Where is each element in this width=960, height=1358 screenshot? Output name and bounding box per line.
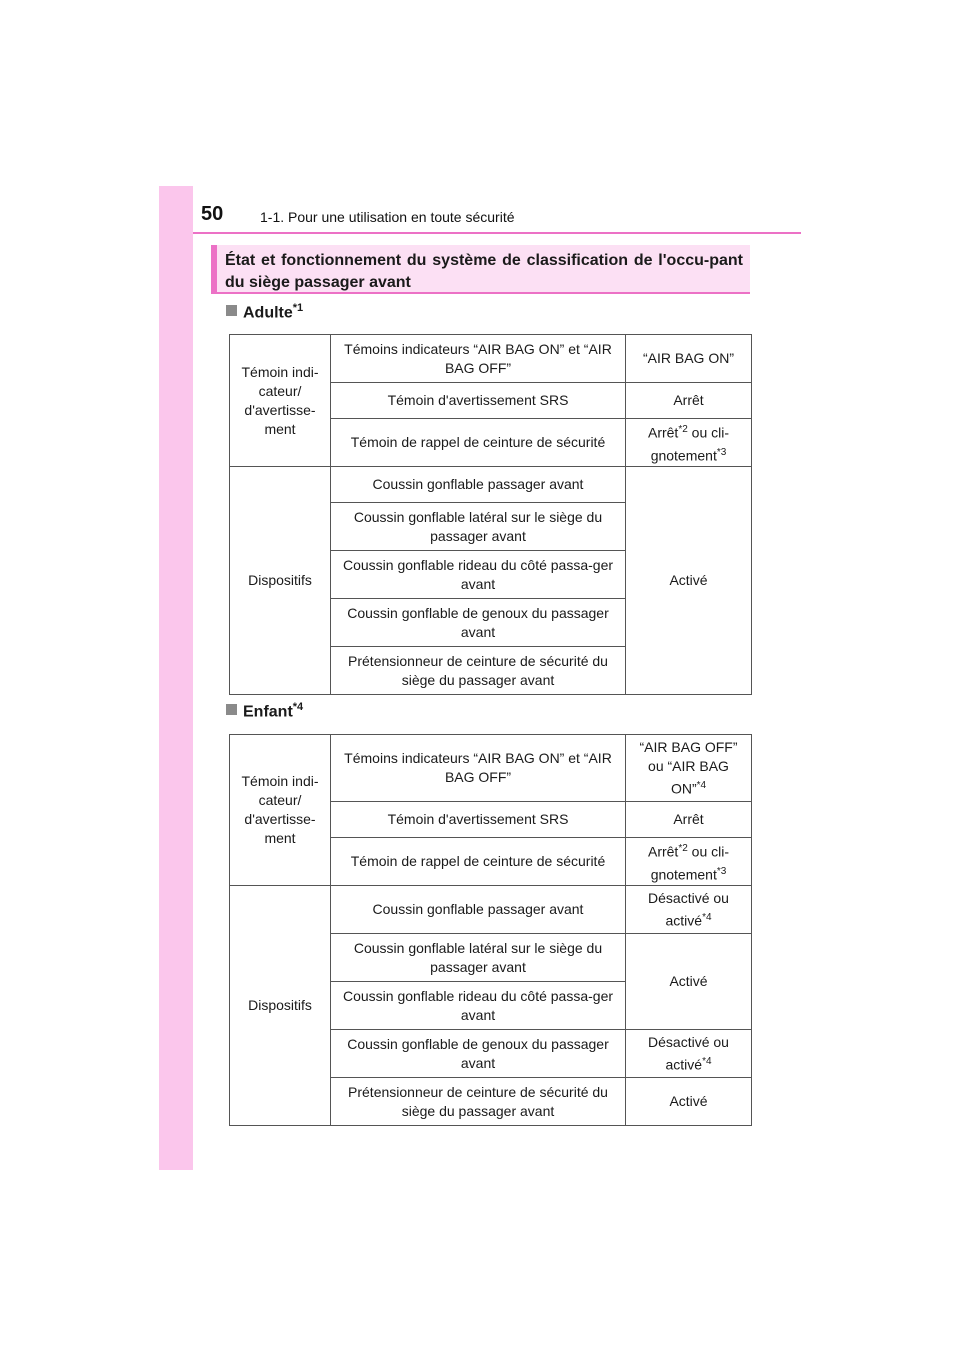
chapter-title: 1-1. Pour une utilisation en toute sécurité bbox=[260, 209, 515, 225]
table-row bbox=[230, 886, 752, 934]
table-cell: Coussin gonflable rideau du côté passa-ger avant bbox=[331, 982, 626, 1030]
table-cell: Témoin de rappel de ceinture de sécurité bbox=[331, 419, 626, 467]
table-cell: Arrêt bbox=[626, 802, 752, 838]
table-cell: Désactivé ou activé$^{*4}$ bbox=[626, 1030, 752, 1078]
table-cell: “AIR BAG OFF” ou “AIR BAG ON”$^{*4}$ bbox=[626, 735, 752, 802]
table-cell: Prétensionneur de ceinture de sécurité du siège du passager avant bbox=[331, 647, 626, 695]
table-cell: Témoin de rappel de ceinture de sécurité bbox=[331, 838, 626, 886]
table-cell: Témoins indicateurs “AIR BAG ON” et “AIR BAG OFF” bbox=[331, 335, 626, 383]
table-cell: “AIR BAG ON” bbox=[626, 335, 752, 383]
table-row bbox=[230, 335, 752, 383]
table-cell: Prétensionneur de ceinture de sécurité du siège du passager avant bbox=[331, 1078, 626, 1126]
table-cell: Coussin gonflable latéral sur le siège du passager avant bbox=[331, 934, 626, 982]
table-cell: Coussin gonflable rideau du côté passa-ger avant bbox=[331, 551, 626, 599]
table-cell: Désactivé ou activé$^{*4}$ bbox=[626, 886, 752, 934]
devices-label-cell: Dispositifs bbox=[230, 467, 331, 695]
table-cell: Coussin gonflable de genoux du passager avant bbox=[331, 599, 626, 647]
section-accent-bar bbox=[211, 245, 217, 292]
devices-label-cell: Dispositifs bbox=[230, 886, 331, 1126]
table-cell: Arrêt$^{*2}$ ou cli-gnotement$^{*3}$ bbox=[626, 838, 752, 886]
square-bullet-icon bbox=[226, 305, 237, 316]
table-cell: Témoin d'avertissement SRS bbox=[331, 383, 626, 419]
table-cell: Activé bbox=[626, 934, 752, 1030]
table-cell: Témoin d'avertissement SRS bbox=[331, 802, 626, 838]
square-bullet-icon bbox=[226, 704, 237, 715]
section-title: État et fonctionnement du système de classification de l'occu-pant du siège passager avant bbox=[225, 252, 743, 291]
table-cell: Coussin gonflable latéral sur le siège du passager avant bbox=[331, 503, 626, 551]
page-number: 50 bbox=[201, 203, 224, 225]
adulte-table bbox=[229, 334, 752, 695]
enfant-table bbox=[229, 734, 752, 1126]
enfant-heading: Enfant$^{*4}$ bbox=[226, 701, 303, 721]
header-divider bbox=[193, 232, 801, 234]
table-cell: Témoins indicateurs “AIR BAG ON” et “AIR BAG OFF” bbox=[331, 735, 626, 802]
table-cell: Arrêt bbox=[626, 383, 752, 419]
table-cell: Activé bbox=[626, 1078, 752, 1126]
table-row bbox=[230, 735, 752, 802]
table-cell: Activé bbox=[626, 467, 752, 695]
table-cell: Coussin gonflable passager avant bbox=[331, 467, 626, 503]
sidebar-tab bbox=[159, 186, 193, 1170]
adulte-heading: Adulte$^{*1}$ bbox=[226, 302, 303, 322]
table-row bbox=[230, 467, 752, 503]
indicator-label-cell: Témoin indi-cateur/ d'avertisse-ment bbox=[230, 335, 331, 467]
indicator-label-cell: Témoin indi-cateur/ d'avertisse-ment bbox=[230, 735, 331, 886]
table-cell: Arrêt$^{*2}$ ou cli-gnotement$^{*3}$ bbox=[626, 419, 752, 467]
table-cell: Coussin gonflable de genoux du passager avant bbox=[331, 1030, 626, 1078]
section-header bbox=[211, 245, 750, 294]
table-cell: Coussin gonflable passager avant bbox=[331, 886, 626, 934]
